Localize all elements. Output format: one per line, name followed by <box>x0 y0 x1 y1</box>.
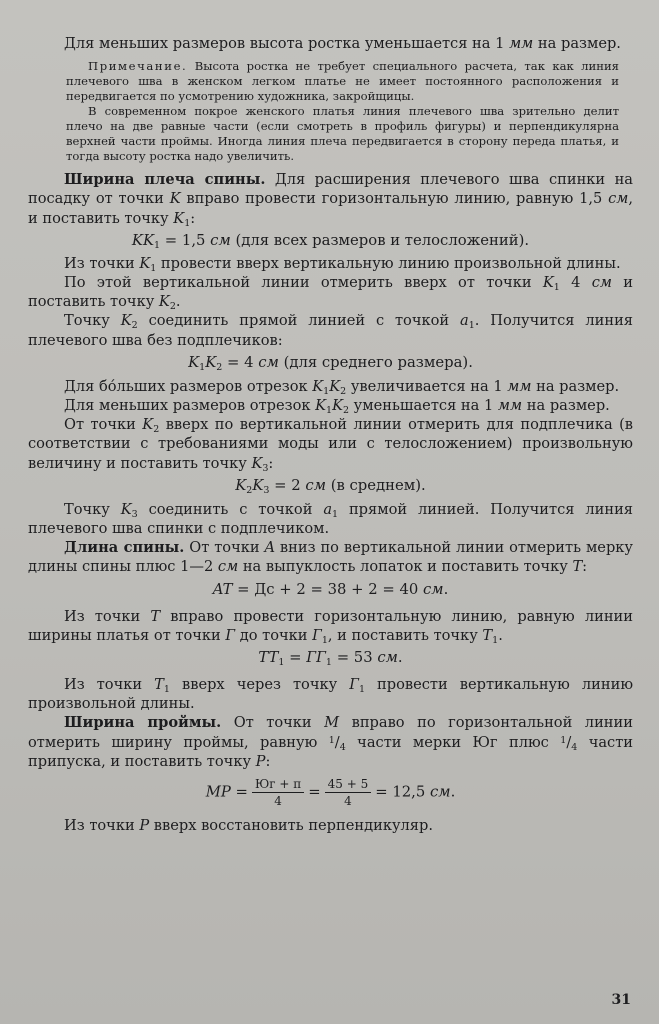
paragraph-10: Из точки T вправо провести горизонтальную линию, равную линии ширины платья от точки Г до точки $Г_1$, и поставить точку $T_1$. <box>28 607 634 646</box>
paragraph-6: Для бо́льших размеров отрезок $K_1K_2$ увеличивается на 1 мм на размер. <box>64 377 620 397</box>
note-paragraph-2: В современном покрое женского платья линия плечевого шва зрительно делит плечо на две равные части (если смотреть в профиль фигуры) и перпендикулярна верхней части проймы. Иногда линия плеча передвигается в сторону переда платья, и тогда высоту ростка надо увеличить. <box>66 104 619 164</box>
formula-tt1: $TT_1 = ГГ_1 = 53$ см. <box>258 649 403 669</box>
paragraph-1: Для меньших размеров высота ростка уменьшается на 1 мм на размер. <box>64 35 621 52</box>
paragraph-9: Точку $K_3$ соединить с точкой $a_1$ прямой линией. Получится линия плечевого шва спинки с подплечиком. <box>28 500 634 538</box>
paragraph-7: Для меньших размеров отрезок $K_1K_2$ уменьшается на 1 мм на размер. <box>64 397 610 417</box>
back-length-heading: Длина спины. <box>64 539 185 557</box>
armhole-width-paragraph: Ширина проймы. От точки M вправо по горизонтальной линии отмерить ширину проймы, равную $^1/_4$ части мерки Юг плюс $^1/_4$ части припуска, и поставить точку P: <box>28 714 634 770</box>
formula-at: AT = Дс + 2 = 38 + 2 = 40 см. <box>212 580 449 598</box>
page-number: 31 <box>611 992 631 1008</box>
paragraph-12: Из точки P вверх восстановить перпендикуляр. <box>64 817 433 835</box>
paragraph-3: Из точки $K_1$ провести вверх вертикальную линию произвольной длины. <box>64 254 621 274</box>
fraction-2: $\frac{45 + 5}{4}$ <box>325 777 372 808</box>
shoulder-width-paragraph: Ширина плеча спины. Для расширения плечевого шва спинки на посадку от точки K вправо провести горизонтальную линию, равную 1,5 см, и поставить точку $K_1$: <box>28 171 634 229</box>
paragraph-8: От точки $K_2$ вверх по вертикальной линии отмерить для подплечика (в соответствии с требованиями моды или с телосложением) произвольную величину и поставить точку $K_3$: <box>28 416 634 474</box>
note-block <box>28 59 633 164</box>
formula-k2k3: $K_2K_3 = 2$ см (в среднем). <box>235 476 426 496</box>
paragraph-5: Точку $K_2$ соединить прямой линией с точкой $a_1$. Получится линия плечевого шва без подплечиков: <box>28 312 634 349</box>
formula-k1k2: $K_1K_2 = 4$ см (для среднего размера). <box>188 353 473 373</box>
paragraph-4: По этой вертикальной линии отмерить вверх от точки $K_1$ 4 см и поставить точку $K_2$. <box>28 274 634 313</box>
shoulder-width-heading: Ширина плеча спины. <box>64 171 266 189</box>
armhole-width-heading: Ширина проймы. <box>64 714 222 732</box>
note-paragraph-1: Примечание. Высота ростка не требует специального расчета, так как линия плечевого шва в женском легком платье не имеет постоянного расположения и передвигается по усмотрению художника, закройщицы. <box>66 59 619 104</box>
back-length-paragraph: Длина спины. От точки A вниз по вертикальной линии отмерить мерку длины спины плюс 1—2 см на выпуклость лопаток и поставить точку T: <box>28 539 633 576</box>
formula-mp: MP = $\frac{Юг + п}{4}$ = $\frac{45 + 5}{4}$ = 12,5 см. <box>205 777 456 809</box>
fraction-1: $\frac{Юг + п}{4}$ <box>252 777 304 808</box>
formula-kk1: $KK_1 = 1,5$ см (для всех размеров и телосложений). <box>131 231 530 251</box>
paragraph-11: Из точки $T_1$ вверх через точку $Г_1$ провести вертикальную линию произвольной длины. <box>28 676 634 713</box>
